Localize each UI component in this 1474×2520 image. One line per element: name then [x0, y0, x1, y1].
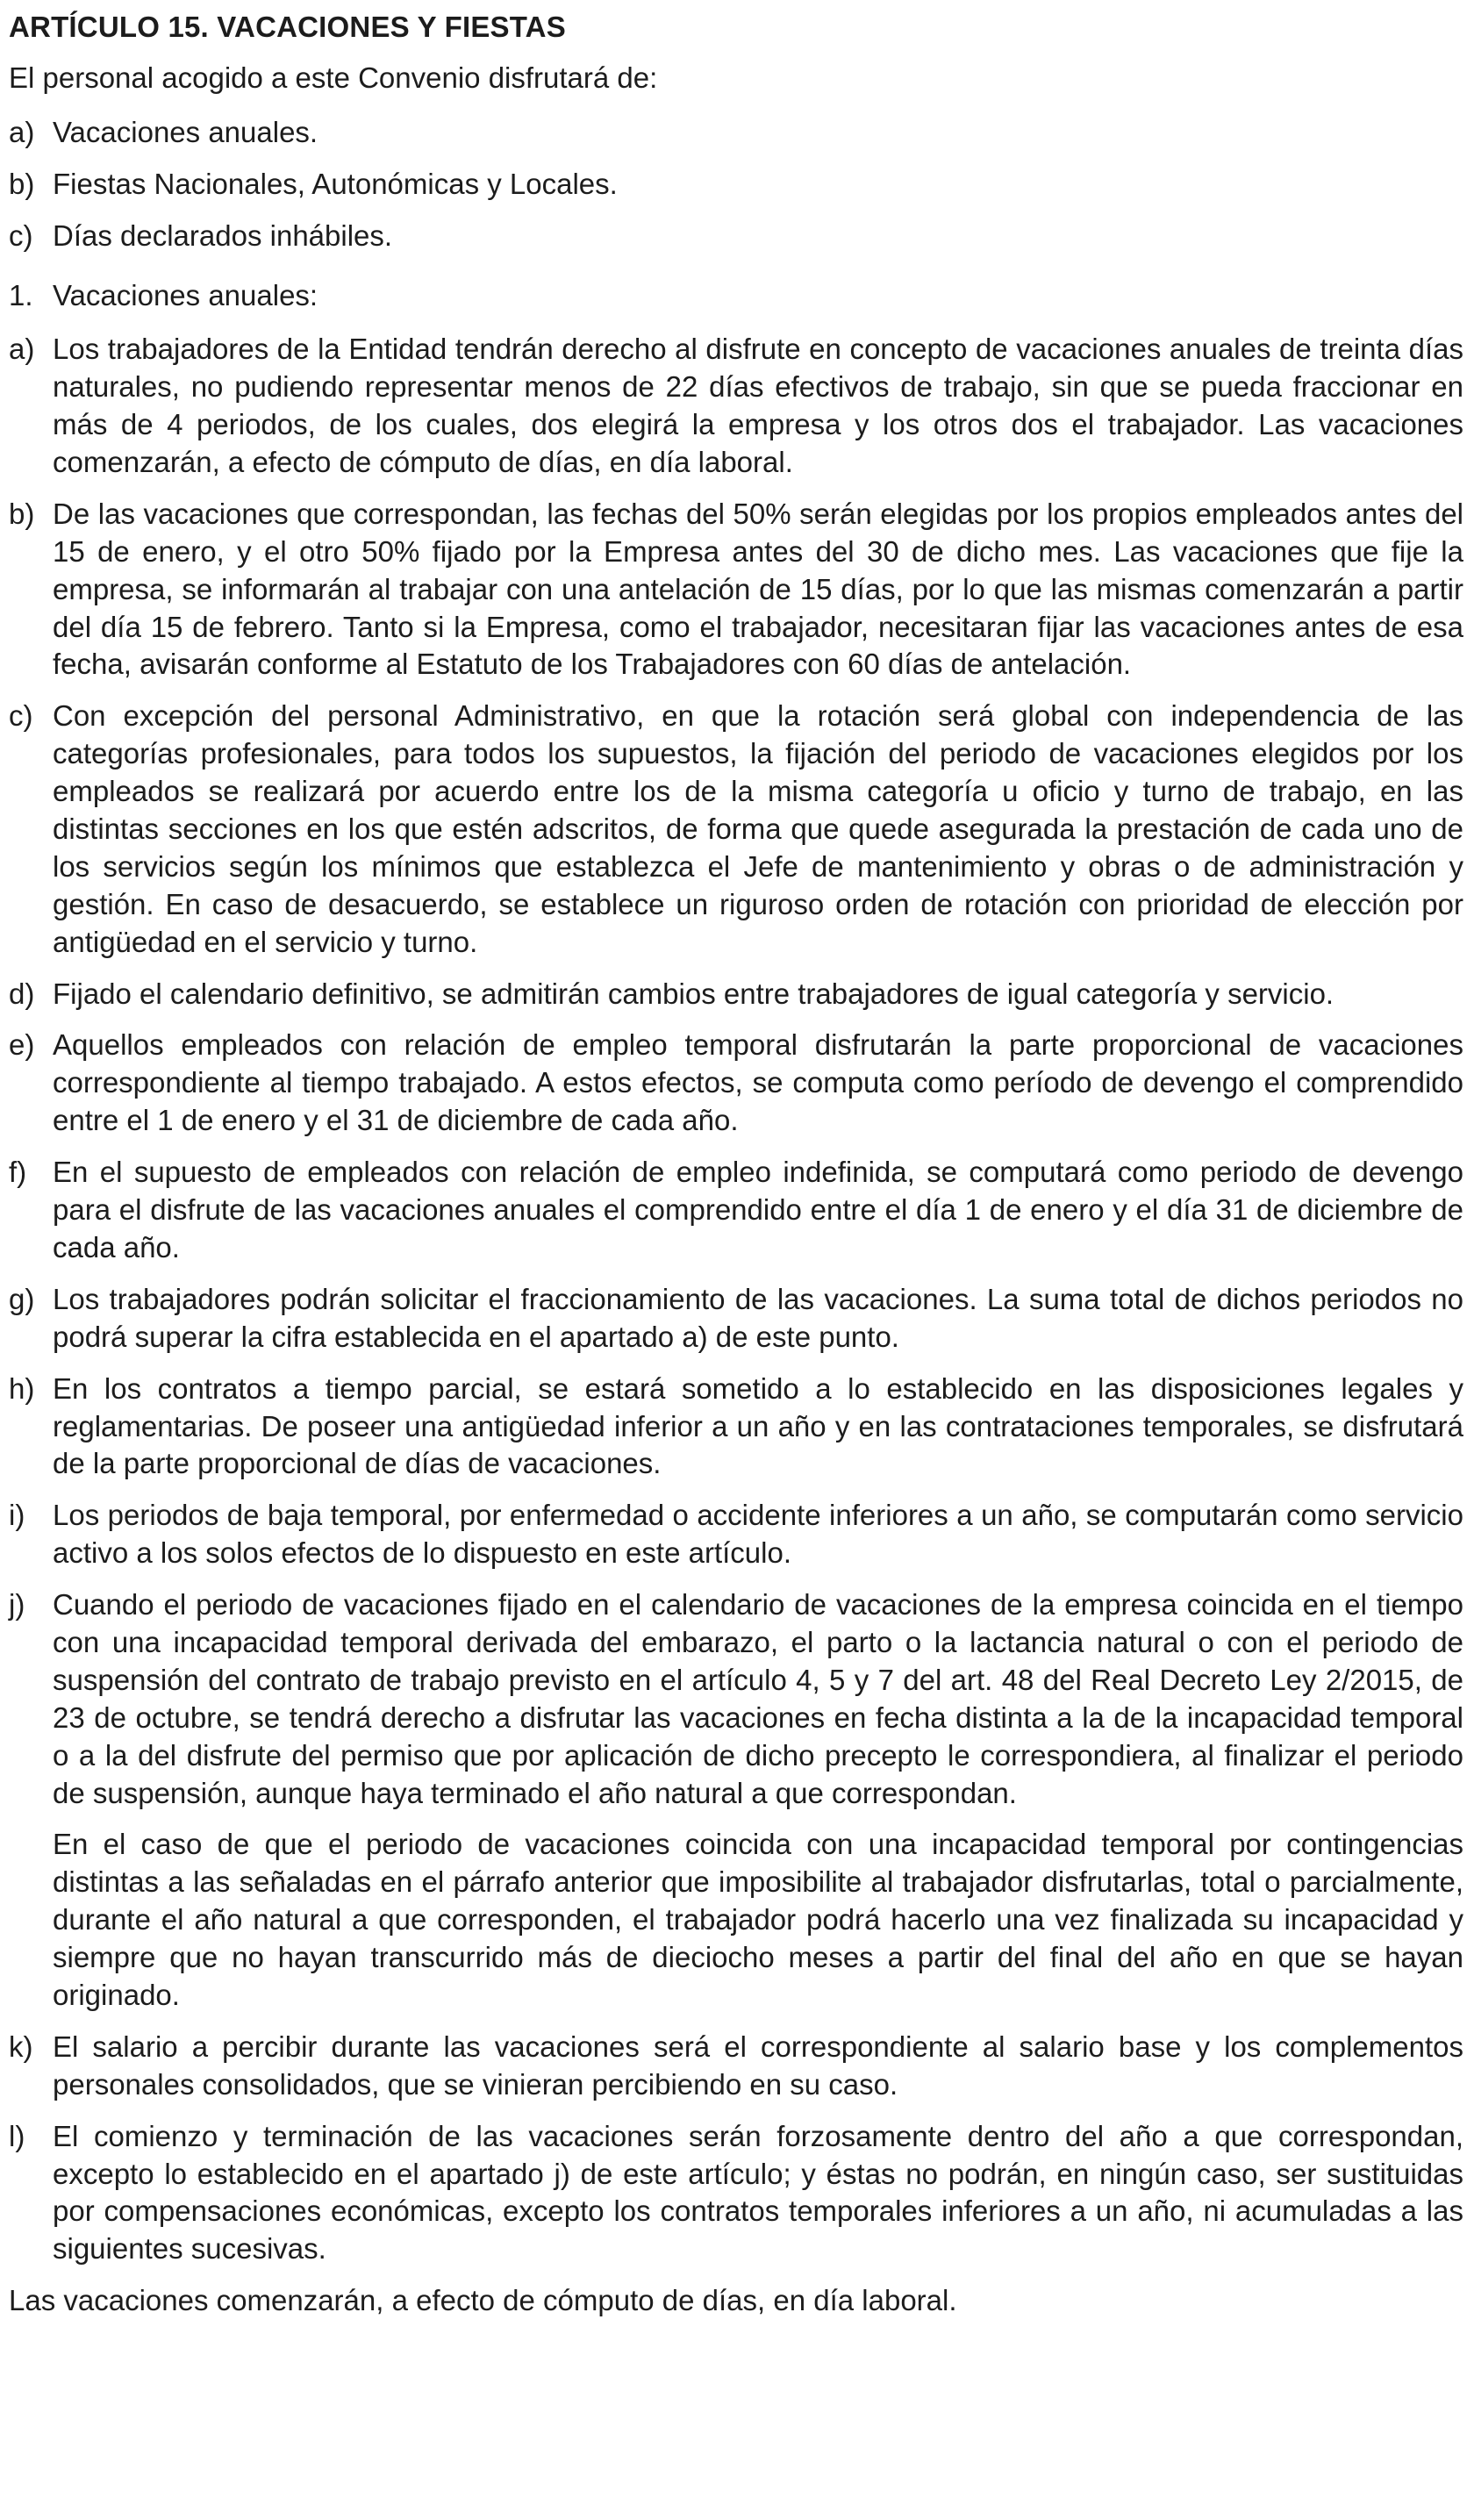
clause-text: Con excepción del personal Administrativo, en que la rotación será global con independencia de las categorías profesionales, para todos los supuestos, la fijación del periodo de vacaciones elegidos por los empleados se realizará por acuerdo entre los de la misma categoría u oficio y turno de trabajo, en las distintas secciones en los que estén adscritos, de forma que quede asegurada la prestación de cada uno de los servicios según los mínimos que establezca el Jefe de mantenimiento y obras o de administración y gestión. En caso de desacuerdo, se establece un riguroso orden de rotación con prioridad de elección por antigüedad en el servicio y turno. — [53, 699, 1463, 958]
summary-item-text: Fiestas Nacionales, Autonómicas y Locales. — [53, 167, 618, 200]
clause-j-continuation — [9, 1826, 1463, 2014]
summary-item-text: Vacaciones anuales. — [53, 115, 318, 148]
clause-text: Los periodos de baja temporal, por enfermedad o accidente inferiores a un año, se computarán como servicio activo a los solos efectos de lo dispuesto en este artículo. — [53, 1499, 1463, 1570]
clause-label: d) — [9, 977, 35, 1010]
closing-paragraph: Las vacaciones comenzarán, a efecto de cómputo de días, en día laboral. — [9, 2284, 957, 2317]
clause-label: f) — [9, 1156, 27, 1189]
clause-label: l) — [9, 2119, 25, 2152]
clause-j — [9, 1586, 1463, 1812]
summary-item-label: b) — [9, 167, 35, 200]
summary-item — [9, 114, 1463, 152]
clause-text: Los trabajadores de la Entidad tendrán derecho al disfrute en concepto de vacaciones anuales de treinta días naturales, no pudiendo representar menos de 22 días efectivos de trabajo, sin que se pueda fraccionar en más de 4 periodos, de los cuales, dos elegirá la empresa y los otros dos el trabajador. Las vacaciones comenzarán, a efecto de cómputo de días, en día laboral. — [53, 333, 1463, 479]
clause-c — [9, 698, 1463, 961]
clause-text: Cuando el periodo de vacaciones fijado en el calendario de vacaciones de la empresa coincida en el tiempo con una incapacidad temporal derivada del embarazo, el parto o la lactancia natural o con el periodo de suspensión del contrato de trabajo previsto en el artículo 4, 5 y 7 del art. 48 del Real Decreto Ley 2/2015, de 23 de octubre, se tendrá derecho a disfrutar las vacaciones en fecha distinta a la de la incapacidad temporal o a la del disfrute del permiso que por aplicación de dicho precepto le correspondiera, al finalizar el periodo de suspensión, aunque haya terminado el año natural a que correspondan. — [53, 1588, 1463, 1809]
clause-text: En el caso de que el periodo de vacaciones coincida con una incapacidad temporal por contingencias distintas a las señaladas en el párrafo anterior que imposibilite al trabajador disfrutarlas, total o parcialmente, durante el año natural a que corresponden, el trabajador podrá hacerlo una vez finalizada su incapacidad y siempre que no hayan transcurrido más de dieciocho meses a partir del final del año en que se hayan originado. — [53, 1828, 1463, 2011]
summary-item — [9, 218, 1463, 255]
clause-label — [9, 1826, 53, 2014]
intro-paragraph: El personal acogido a este Convenio disfrutará de: — [9, 61, 658, 94]
clause-label: g) — [9, 1282, 35, 1315]
clause-a — [9, 331, 1463, 482]
clause-f — [9, 1154, 1463, 1267]
clause-text: Los trabajadores podrán solicitar el fraccionamiento de las vacaciones. La suma total de dichos periodos no podrá superar la cifra establecida en el apartado a) de este punto. — [53, 1282, 1463, 1353]
clause-text: En los contratos a tiempo parcial, se estará sometido a lo establecido en las disposiciones legales y reglamentarias. De poseer una antigüedad inferior a un año y en las contrataciones temporales, se disfrutará de la parte proporcional de días de vacaciones. — [53, 1371, 1463, 1480]
clause-label: e) — [9, 1028, 35, 1062]
clause-label: j) — [9, 1588, 25, 1622]
section-number: 1. — [9, 279, 33, 312]
clause-g — [9, 1281, 1463, 1357]
clause-label: a) — [9, 333, 35, 366]
summary-item — [9, 166, 1463, 204]
clause-e — [9, 1027, 1463, 1140]
clause-text: Fijado el calendario definitivo, se admitirán cambios entre trabajadores de igual categoría y servicio. — [53, 977, 1334, 1010]
section-title: Vacaciones anuales: — [53, 279, 318, 312]
clause-label: b) — [9, 497, 35, 530]
clause-k — [9, 2029, 1463, 2104]
summary-item-label: c) — [9, 218, 33, 252]
clause-text: El salario a percibir durante las vacaciones será el correspondiente al salario base y los complementos personales consolidados, que se vinieran percibiendo en su caso. — [53, 2030, 1463, 2101]
clause-b — [9, 496, 1463, 684]
summary-item-label: a) — [9, 115, 35, 148]
clause-label: h) — [9, 1371, 35, 1405]
clause-h — [9, 1371, 1463, 1484]
clause-text: Aquellos empleados con relación de empleo temporal disfrutarán la parte proporcional de vacaciones correspondiente al tiempo trabajado. A estos efectos, se computa como período de devengo el comprendido entre el 1 de enero y el 31 de diciembre de cada año. — [53, 1028, 1463, 1137]
clause-label: i) — [9, 1499, 25, 1532]
article-title: ARTÍCULO 15. VACACIONES Y FIESTAS — [9, 11, 566, 43]
clause-l — [9, 2118, 1463, 2269]
clause-i — [9, 1497, 1463, 1572]
clause-text: En el supuesto de empleados con relación de empleo indefinida, se computará como periodo de devengo para el disfrute de las vacaciones anuales el comprendido entre el día 1 de enero y el día 31 de diciembre de cada año. — [53, 1156, 1463, 1264]
summary-item-text: Días declarados inhábiles. — [53, 218, 393, 252]
clause-d — [9, 976, 1463, 1013]
clause-text: De las vacaciones que correspondan, las fechas del 50% serán elegidas por los propios empleados antes del 15 de enero, y el otro 50% fijado por la Empresa antes del 30 de dicho mes. Las vacaciones que fije la empresa, se informarán al trabajar con una antelación de 15 días, por lo que las mismas comenzarán a partir del día 15 de febrero. Tanto si la Empresa, como el trabajador, necesitaran fijar las vacaciones antes de esa fecha, avisarán conforme al Estatuto de los Trabajadores con 60 días de antelación. — [53, 497, 1463, 681]
clause-label: k) — [9, 2030, 33, 2063]
clause-label: c) — [9, 699, 33, 733]
section-heading — [9, 277, 1463, 315]
clause-text: El comienzo y terminación de las vacaciones serán forzosamente dentro del año a que correspondan, excepto lo establecido en el apartado j) de este artículo; y éstas no podrán, en ningún caso, ser sustituidas por compensaciones económicas, excepto los contratos temporales inferiores a un año, ni acumuladas a las siguientes sucesivas. — [53, 2119, 1463, 2266]
